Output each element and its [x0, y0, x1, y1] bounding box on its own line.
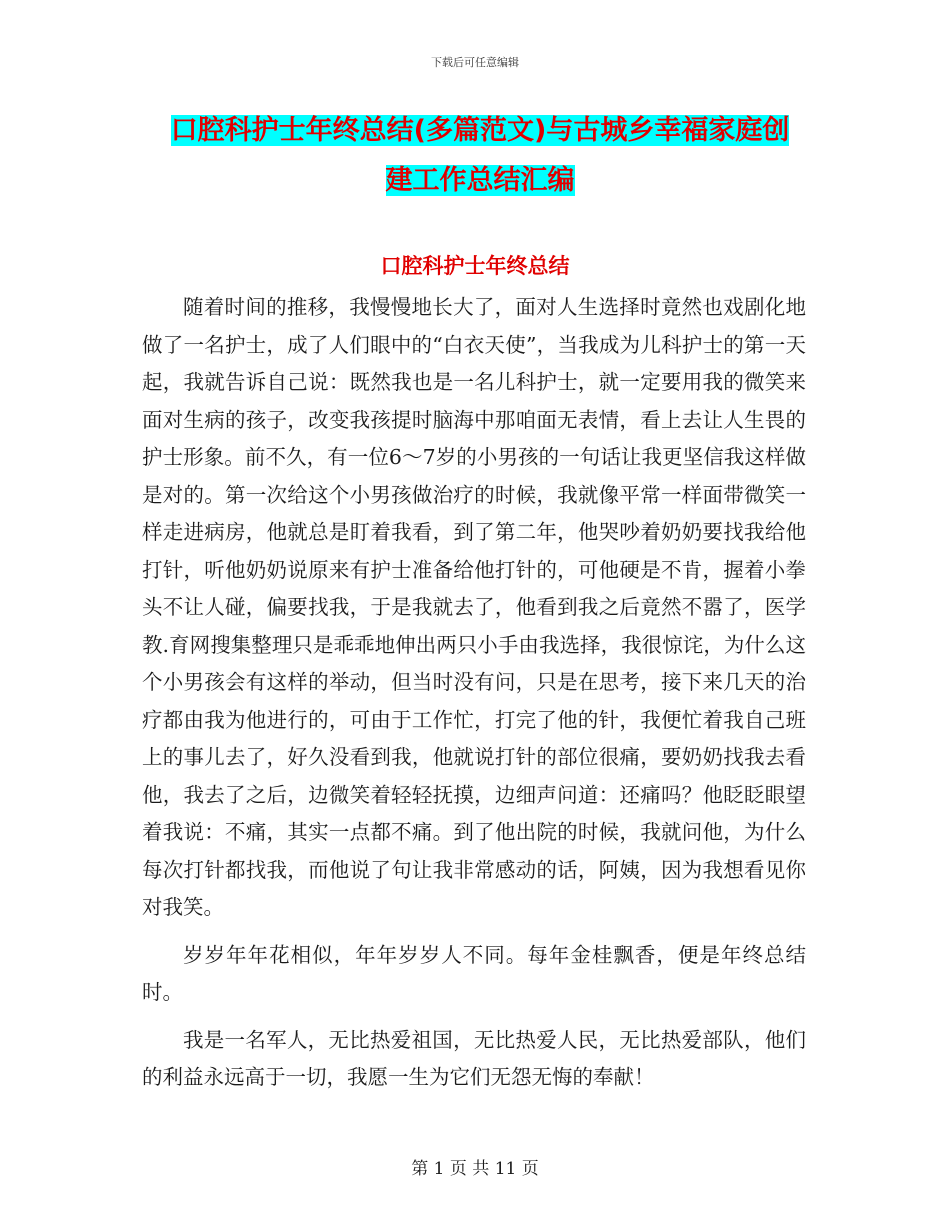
body-text: [142, 289, 806, 1107]
document-title-line-1: 口腔科护士年终总结(多篇范文)与古城乡幸福家庭创: [170, 115, 790, 146]
paragraph-2: 岁岁年年花相似，年年岁岁人不同。每年金桂飘香，便是年终总结时。: [142, 942, 806, 1004]
document-title-line-2: 建工作总结汇编: [385, 165, 575, 196]
header-note: 下载后可任意编辑: [431, 56, 519, 69]
paragraph-3: 我是一名军人，无比热爱祖国，无比热爱人民，无比热爱部队，他们的利益永远高于一切，我愿一生为它们无怨无悔的奉献！: [142, 1027, 806, 1089]
document-title: [150, 106, 810, 206]
paragraph-1: 随着时间的推移，我慢慢地长大了，面对人生选择时竟然也戏剧化地做了一名护士，成了人们眼中的“白衣天使”，当我成为儿科护士的第一天起，我就告诉自己说：既然我也是一名儿科护士，就一定要用我的微笑来面对生病的孩子，改变我孩提时脑海中那咱面无表情，看上去让人生畏的护士形象。前不久，有一位6～7岁的小男孩的一句话让我更坚信我这样做是对的。第一次给这个小男孩做治疗的时候，我就像平常一样面带微笑一样走进病房，他就总是盯着我看，到了第二年，他哭吵着奶奶要找我给他打针，听他奶奶说原来有护士准备给他打针的，可他硬是不肯，握着小拳头不让人碰，偏要找我，于是我就去了，他看到我之后竟然不嚣了，医学教.育网搜集整理只是乖乖地伸出两只小手由我选择，我很惊诧，为什么这个小男孩会有这样的举动，但当时没有问，只是在思考，接下来几天的治疗都由我为他进行的，可由于工作忙，打完了他的针，我便忙着我自己班上的事儿去了，好久没看到我，他就说打针的部位很痛，要奶奶找我去看他，我去了之后，边微笑着轻轻抚摸，边细声问道：还痛吗？他眨眨眼望着我说：不痛，其实一点都不痛。到了他出院的时候，我就问他，为什么每次打针都找我，而他说了句让我非常感动的话，阿姨，因为我想看见你对我笑。: [142, 295, 806, 919]
section-heading: 口腔科护士年终总结: [380, 254, 570, 278]
page-number-footer: 第 1 页 共 11 页: [411, 1159, 539, 1179]
